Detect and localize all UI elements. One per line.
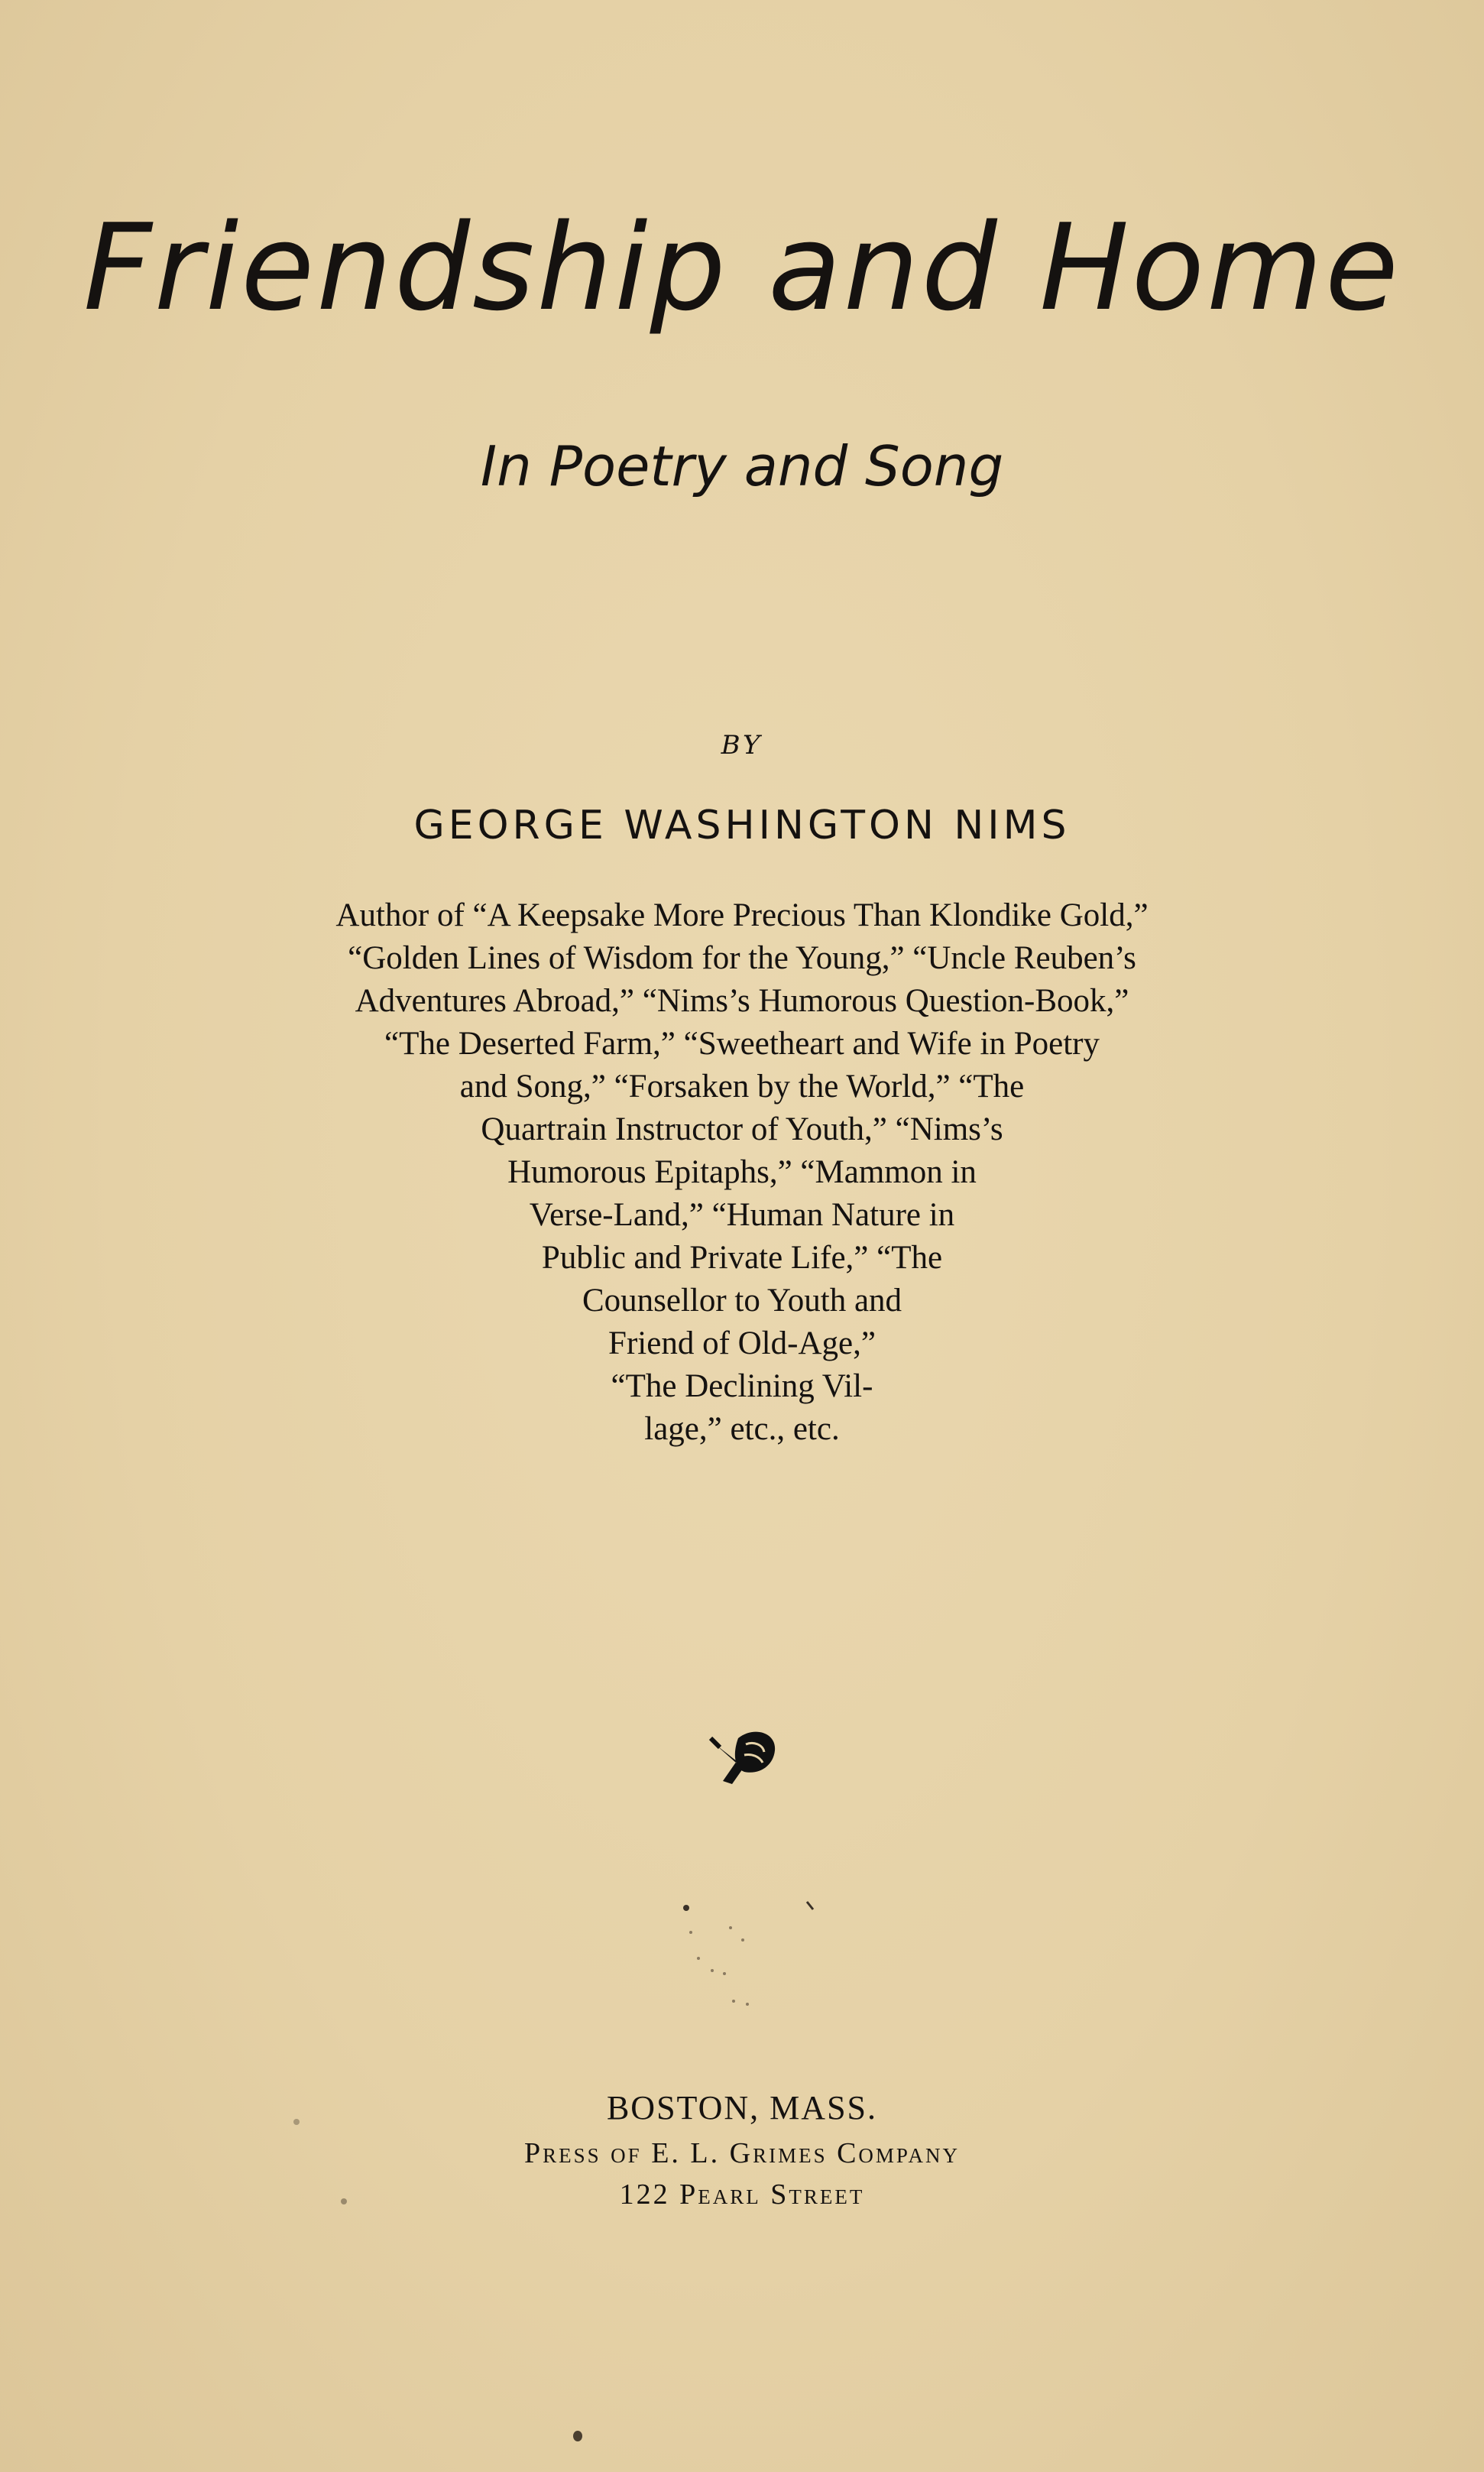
imprint-street: 122 Pearl Street: [619, 2178, 865, 2211]
works-line: “The Declining Vil-: [611, 1368, 873, 1404]
imprint-city: BOSTON, MASS.: [606, 2089, 878, 2127]
works-line: Adventures Abroad,” “Nims’s Humorous Question-Book,”: [355, 983, 1129, 1019]
works-line: Counsellor to Youth and: [582, 1283, 902, 1319]
page-speck: [293, 2119, 300, 2125]
page-speck: [573, 2431, 582, 2441]
author-name: GEORGE WASHINGTON NIMS: [413, 803, 1071, 848]
works-line: Verse-Land,” “Human Nature in: [529, 1197, 955, 1233]
works-line: Author of “A Keepsake More Precious Than Klondike Gold,”: [335, 897, 1149, 933]
imprint-press: Press of E. L. Grimes Company: [524, 2137, 960, 2169]
by-label: BY: [721, 730, 763, 761]
page-speck: [341, 2198, 347, 2204]
other-works-list: [153, 894, 1331, 1451]
leaf-ornament-icon: [700, 1721, 784, 1798]
works-line: Public and Private Life,” “The: [541, 1240, 943, 1276]
book-title: Friendship and Home: [83, 198, 1401, 337]
works-line: and Song,” “Forsaken by the World,” “The: [459, 1069, 1025, 1105]
imprint: [0, 2084, 1484, 2215]
print-specks: [657, 1888, 856, 2018]
works-line: “The Deserted Farm,” “Sweetheart and Wife in Poetry: [384, 1026, 1100, 1062]
works-line: “Golden Lines of Wisdom for the Young,” “Uncle Reuben’s: [348, 940, 1136, 976]
book-subtitle: In Poetry and Song: [480, 434, 1004, 498]
works-line: Friend of Old-Age,”: [608, 1325, 876, 1361]
works-line: Humorous Epitaphs,” “Mammon in: [507, 1154, 977, 1190]
works-line: Quartrain Instructor of Youth,” “Nims’s: [481, 1111, 1003, 1147]
works-line: lage,” etc., etc.: [644, 1411, 840, 1447]
